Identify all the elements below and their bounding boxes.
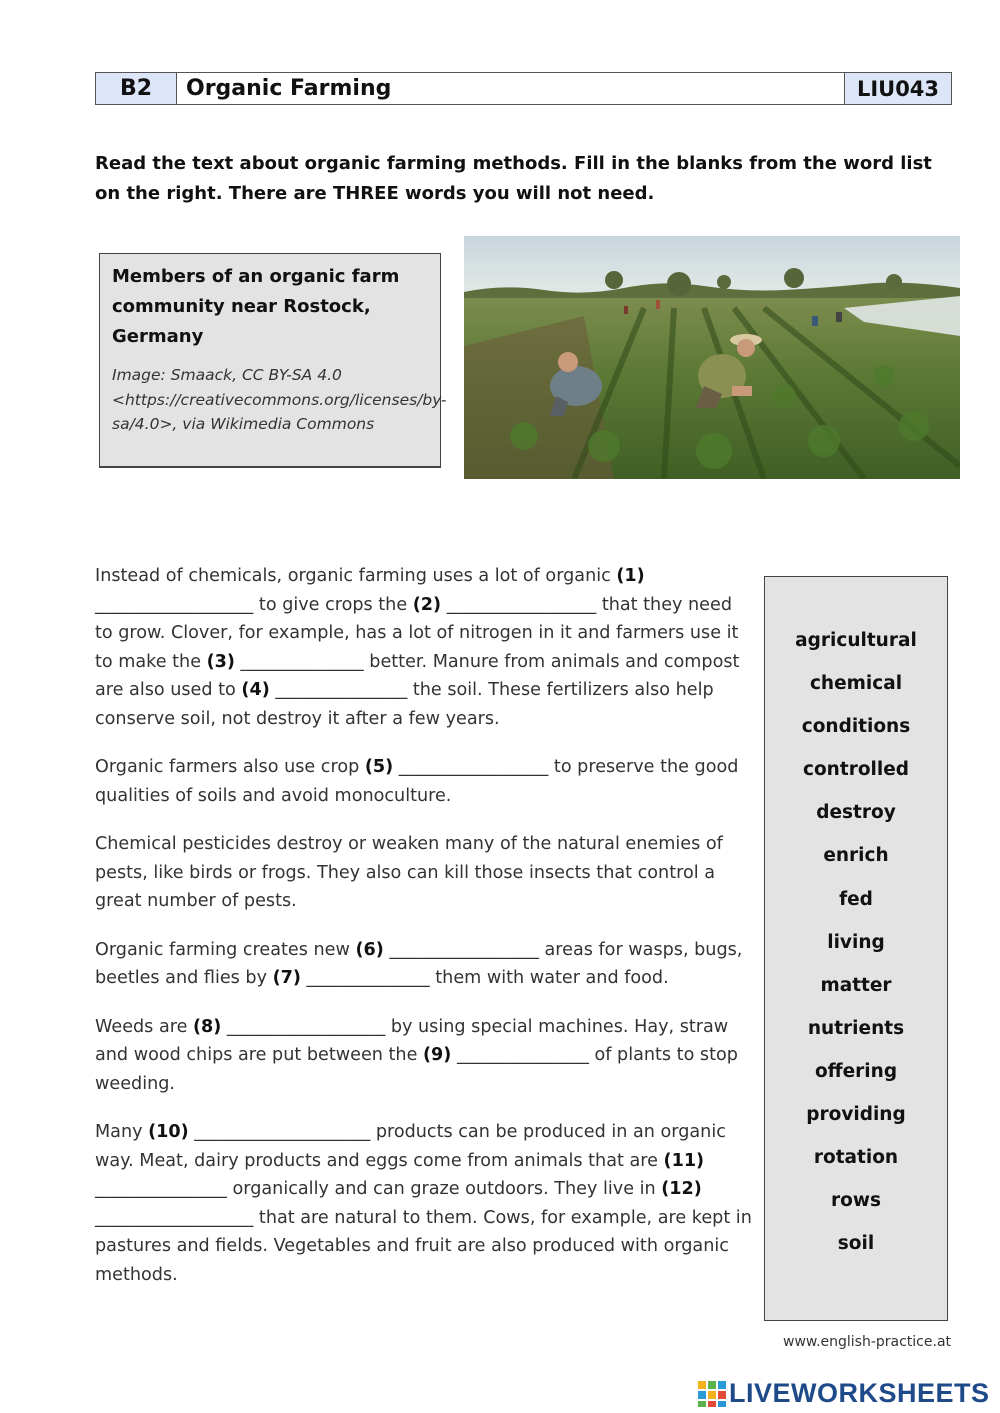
word-list-item[interactable]: offering <box>814 1060 898 1082</box>
image-caption-box <box>99 253 447 468</box>
word-list-item[interactable]: nutrients <box>807 1017 905 1039</box>
gap-number: (11) <box>663 1150 705 1171</box>
gap-number: (10) <box>148 1122 189 1142</box>
blank-4[interactable]: _______________ <box>275 680 408 700</box>
word-list-item[interactable]: destroy <box>816 802 896 824</box>
blank-9[interactable]: _______________ <box>456 1045 589 1065</box>
word-list-item[interactable]: living <box>827 931 885 953</box>
gap-number: (5) <box>364 757 394 777</box>
gap-number: (6) <box>355 939 384 960</box>
liveworksheets-logo[interactable] <box>697 1376 990 1410</box>
word-list-item[interactable]: agricultural <box>795 630 917 651</box>
paragraph-6: Many (10) ____________________ products can be produced in an organic way. Meat, dairy products and eggs come from animals that are (11) _______________ organically and can graze outdoors. They live in (12) __________________ that are natural to them. Cows, for example, are kept in pastures and fields. Vegetables and fruit are also produced with organic methods. <box>95 1122 752 1285</box>
source-website: www.english-practice.at <box>783 1334 952 1350</box>
blank-12[interactable]: __________________ <box>95 1207 254 1228</box>
blank-6[interactable]: _________________ <box>389 939 539 960</box>
paragraph-3: Chemical pesticides destroy or weaken many of the natural enemies of pests, like birds or frogs. They also can kill those insects that control a great number of pests. <box>95 834 723 911</box>
gap-number: (9) <box>423 1045 452 1065</box>
blank-8[interactable]: __________________ <box>226 1016 386 1037</box>
paragraph-5: Weeds are (8) __________________ by using special machines. Hay, straw and wood chips are put between the (9) _______________ of plants to stop weeding. <box>95 1016 738 1094</box>
gap-number: (12) <box>661 1179 702 1199</box>
gap-number: (2) <box>412 594 442 615</box>
blank-5[interactable]: _________________ <box>398 757 549 777</box>
word-list-item[interactable]: rotation <box>813 1147 899 1169</box>
gap-number: (1) <box>616 566 645 586</box>
word-list-item[interactable]: providing <box>806 1104 906 1126</box>
paragraph-2: Organic farmers also use crop (5) _________________ to preserve the good qualities of soils and avoid monoculture. <box>95 757 739 806</box>
word-list-item[interactable]: conditions <box>801 716 911 738</box>
paragraph-4: Organic farming creates new (6) _________________ areas for wasps, bugs, beetles and flies by (7) ______________ them with water and food. <box>95 939 743 988</box>
worksheet-header <box>95 72 952 105</box>
gap-number: (8) <box>193 1016 222 1037</box>
paragraph-1: Instead of chemicals, organic farming uses a lot of organic (1) __________________ to give crops the (2) _________________ that they need to grow. Clover, for example, has a lot of nitrogen in it and farmers use it to make the (3) ______________ better. Manure from animals and compost are also used to (4) _______________ the soil. These fertilizers also help conserve soil, not destroy it after a few years. <box>95 566 740 729</box>
word-list-item[interactable]: soil <box>837 1233 875 1255</box>
blank-7[interactable]: ______________ <box>306 968 430 988</box>
blank-1[interactable]: __________________ <box>95 594 254 615</box>
caption-credit: Image: Smaack, CC BY-SA 4.0 <https://creativecommons.org/licenses/by-sa/4.0>, via Wikimedia Commons <box>112 366 447 433</box>
level-label: B2 <box>96 73 177 104</box>
gap-number: (7) <box>272 968 301 988</box>
word-list-item[interactable]: enrich <box>823 845 889 867</box>
instructions: Read the text about organic farming methods. Fill in the blanks from the word list on the right. There are THREE words you will not need. <box>95 153 932 204</box>
word-list-item[interactable]: chemical <box>809 673 903 695</box>
word-list-item[interactable]: fed <box>839 888 873 910</box>
caption-title: Members of an organic farm community near Rostock, Germany <box>112 266 400 347</box>
farm-photo <box>464 236 960 479</box>
blank-3[interactable]: ______________ <box>240 651 364 672</box>
blank-11[interactable]: _______________ <box>95 1179 227 1199</box>
gap-number: (3) <box>206 651 235 672</box>
word-list-item[interactable]: rows <box>831 1190 881 1212</box>
blank-2[interactable]: _________________ <box>446 594 597 615</box>
word-list-item[interactable]: matter <box>820 974 892 996</box>
gap-fill-text <box>95 562 755 1309</box>
worksheet-title: Organic Farming <box>177 73 845 104</box>
liveworksheets-brand: LIVEWORKSHEETS <box>729 1377 990 1408</box>
gap-number: (4) <box>241 680 270 700</box>
word-list-item[interactable]: controlled <box>803 759 909 781</box>
blank-10[interactable]: ____________________ <box>194 1122 371 1142</box>
word-list <box>764 576 948 1321</box>
liveworksheets-logo-icon <box>697 1378 727 1408</box>
worksheet-code: LIU043 <box>845 73 951 104</box>
